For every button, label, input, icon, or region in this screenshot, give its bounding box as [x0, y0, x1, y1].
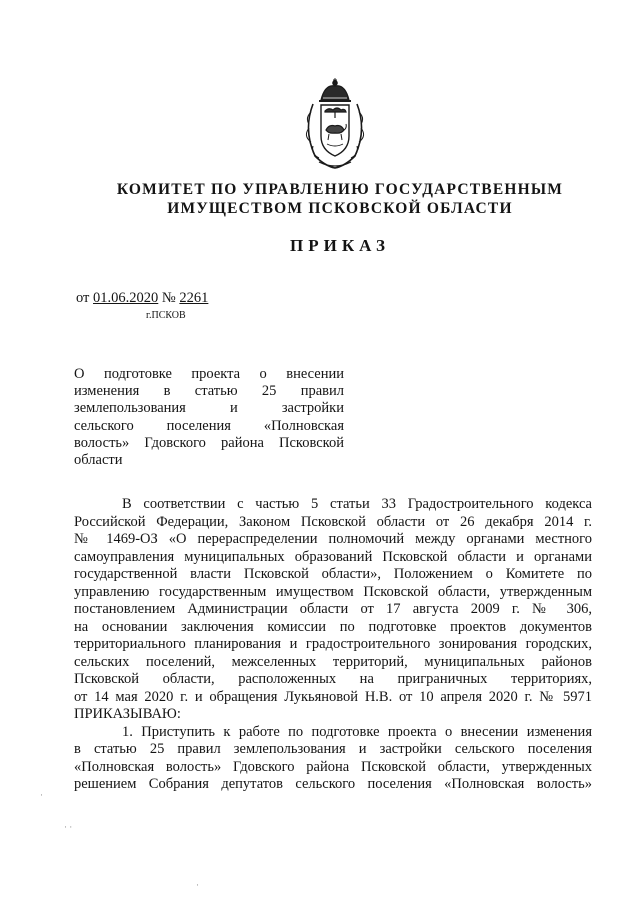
- subject-line: О подготовке проекта о внесении: [74, 366, 344, 382]
- subject-line: землепользования и застройки: [74, 400, 344, 417]
- order-date: 01.06.2020: [93, 290, 159, 306]
- body-line: Российской Федерации, Законом Псковской области от 26 декабря 2014 г.: [74, 513, 592, 530]
- scan-speck: · ·: [64, 822, 73, 832]
- body-line: на основании заключения комиссии по подготовке проектов документов: [74, 618, 592, 635]
- body-line: постановлением Администрации области от 17 августа 2009 г. № 306,: [74, 601, 592, 617]
- subject-line: волость» Гдовского района Псковской: [74, 434, 344, 451]
- body-line: 1. Приступить к работе по подготовке проекта о внесении изменения: [122, 723, 592, 740]
- body-line: территориального планирования и градостроительного зонирования городских,: [74, 636, 592, 652]
- city-name: г.ПСКОВ: [146, 310, 186, 321]
- body-line: № 1469-ОЗ «О перераспределении полномочий между органами местного: [74, 531, 592, 547]
- body-line: Псковской области, расположенных на приграничных территориях,: [74, 671, 592, 687]
- body-line: в статью 25 правил землепользования и застройки сельского поселения: [74, 741, 592, 757]
- order-number: 2261: [179, 290, 209, 306]
- order-body: [74, 496, 592, 794]
- organization-name-line-2: ИМУЩЕСТВОМ ПСКОВСКОЙ ОБЛАСТИ: [167, 200, 513, 217]
- subject-line: области: [74, 451, 123, 468]
- body-line: «Полновская волость» Гдовского района Псковской области, утвержденных: [74, 758, 592, 775]
- order-date-number: [76, 290, 208, 307]
- body-line: управлению государственным имуществом Псковской области, утвержденным: [74, 583, 592, 600]
- order-subject: [74, 366, 344, 469]
- date-prefix: от: [76, 290, 90, 306]
- subject-line: сельского поселения «Полновская: [74, 417, 344, 434]
- coat-of-arms-icon: [299, 78, 371, 170]
- number-sign: №: [161, 290, 176, 306]
- organization-name: [60, 180, 620, 218]
- body-line: самоуправления муниципальных образований Псковской области и органами: [74, 548, 592, 565]
- scan-speck: ·: [196, 880, 199, 890]
- organization-name-line-1: КОМИТЕТ ПО УПРАВЛЕНИЮ ГОСУДАРСТВЕННЫМ: [116, 181, 564, 198]
- body-line: решением Собрания депутатов сельского поселения «Полновская волость»: [74, 776, 592, 792]
- document-type-title: ПРИКАЗ: [290, 236, 390, 255]
- order-directive: ПРИКАЗЫВАЮ:: [74, 706, 181, 722]
- body-line: сельских поселений, межселенных территорий, муниципальных районов: [74, 653, 592, 670]
- body-line: от 14 мая 2020 г. и обращения Лукьяновой Н.В. от 10 апреля 2020 г. № 5971: [74, 688, 592, 705]
- subject-line: изменения в статью 25 правил: [74, 383, 344, 400]
- body-line: В соответствии с частью 5 статьи 33 Градостроительного кодекса: [122, 496, 592, 512]
- scan-speck: ·: [40, 790, 43, 800]
- body-line: государственной власти Псковской области», Положением о Комитете по: [74, 566, 592, 582]
